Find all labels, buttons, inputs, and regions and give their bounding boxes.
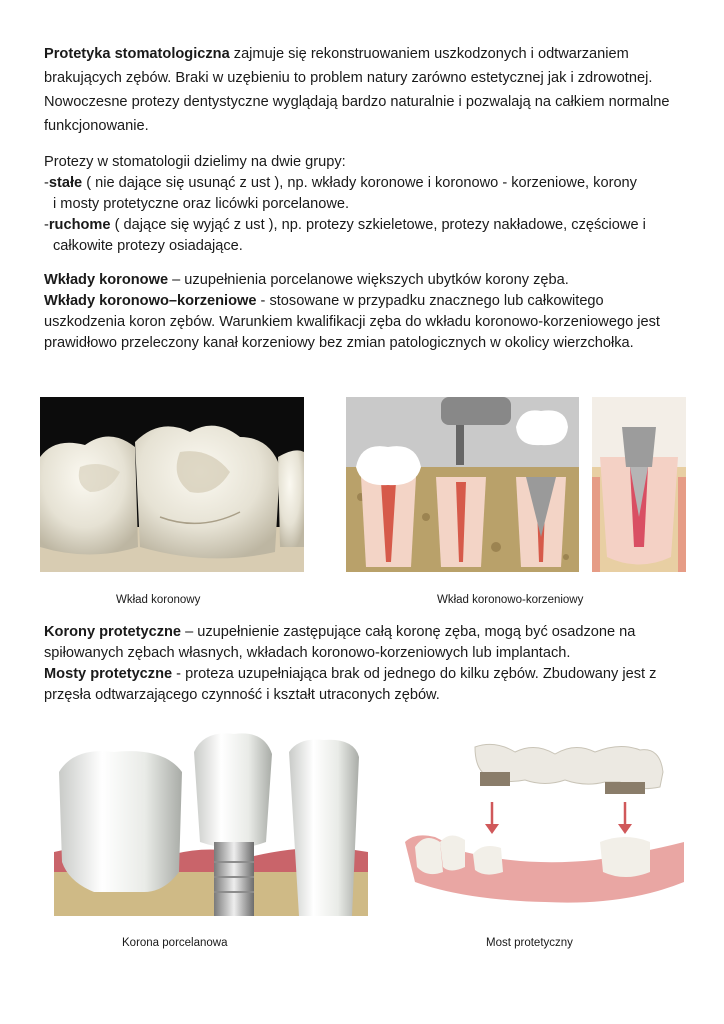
crown-inlay-term: Wkłady koronowe [44,272,169,288]
fixed-prefix: - [44,175,49,191]
caption-bridge: Most protetyczny [486,937,573,949]
fixed-line [44,173,684,194]
crown-inlay-line [44,270,684,291]
bridges-text: - proteza uzupełniająca brak od jednego do kilku zębów. Zbudowany jest z przęsła odtwarzającego czynność i kształt utraconych zębów. [44,666,657,703]
removable-text-continued: całkowite protezy osiadające. [53,238,243,254]
bridge-image [405,742,684,906]
removable-term: ruchome [48,217,111,233]
crowns-line [44,622,684,664]
root-inlay-term: Wkłady koronowo–korzeniowe [44,293,257,309]
fixed-text: ( nie dające się usunąć z ust ), np. wkłady koronowe i koronowo - korzeniowe, korony [82,175,637,191]
intro-paragraph [44,42,684,138]
root-inlay-text: - stosowane w przypadku znacznego lub całkowitego uszkodzenia koron zębów. Warunkiem kwalifikacji zęba do wkładu koronowo-korzeniowego jest prawidłowo przeleczony kanał korzeniowy bez zmian patologicznych w okolicy wierzchołka. [44,293,660,351]
removable-text: ( dające się wyjąć z ust ), np. protezy szkieletowe, protezy nakładowe, częściowe i [110,217,646,233]
crown-inlay-text: – uzupełnienia porcelanowe większych ubytków korony zęba. [168,272,569,288]
crowns-text: – uzupełnienie zastępujące całą koronę zęba, mogą być osadzone na spiłowanych zębach własnych, wkładach koronowo-korzeniowych lub implantach. [44,624,636,661]
intro-term: Protetyka stomatologiczna [44,46,230,62]
intro-text: zajmuje się rekonstruowaniem uszkodzonych i odtwarzaniem brakujących zębów. Braki w uzębieniu to problem natury zarówno estetycznej jak i zdrowotnej. Nowoczesne protezy dentystyczne wyglądają bardzo naturalnie i pozwalają na całkiem normalne funkcjonowanie. [44,46,670,134]
root-inlay-section [592,397,686,572]
crown-inlay-photo [40,397,304,572]
removable-line [44,215,684,236]
caption-porcelain-crown: Korona porcelanowa [122,937,228,949]
removable-prefix: - [44,217,49,233]
bridges-term: Mosty protetyczne [44,666,173,682]
inlays-paragraph [44,270,684,354]
groups-heading: Protezy w stomatologii dzielimy na dwie grupy: [44,154,346,170]
porcelain-crown-image [54,732,368,916]
crowns-term: Korony protetyczne [44,624,182,640]
groups-paragraph [44,152,684,257]
caption-crown-inlay: Wkład koronowy [116,594,201,606]
root-inlay-diagram [346,397,579,572]
crowns-paragraph [44,622,684,706]
fixed-text-continued: i mosty protetyczne oraz licówki porcelanowe. [53,196,350,212]
fixed-term: stałe [48,175,83,191]
caption-root-inlay: Wkład koronowo-korzeniowy [437,594,584,606]
root-inlay-line [44,291,684,354]
bridges-line [44,664,684,706]
